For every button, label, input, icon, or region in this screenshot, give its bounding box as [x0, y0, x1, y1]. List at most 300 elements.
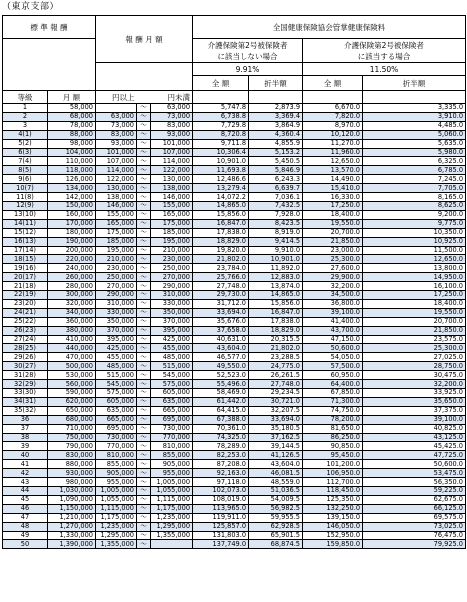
- grade-cell: 29(26): [3, 353, 48, 362]
- grade-cell: 31(28): [3, 371, 48, 380]
- grade-cell: 45: [3, 495, 48, 504]
- table-row: [3, 317, 466, 326]
- table-row: [3, 540, 466, 549]
- full-applicable-cell: 50,600.0: [303, 344, 363, 353]
- full-not-applicable-cell: 64,415.0: [193, 406, 249, 415]
- range-tilde: ～: [137, 228, 151, 237]
- monthly-cell: 1,330,000: [48, 531, 96, 540]
- half-applicable-cell: 18,400.0: [363, 299, 466, 308]
- table-row: [3, 531, 466, 540]
- monthly-cell: 160,000: [48, 210, 96, 219]
- full-applicable-cell: 106,950.0: [303, 469, 363, 478]
- range-high-cell: 63,000: [151, 104, 193, 113]
- full-not-applicable-cell: 40,631.0: [193, 335, 249, 344]
- range-low-cell: 101,000: [96, 148, 137, 157]
- range-high-header: 円未満: [151, 91, 193, 104]
- full-not-applicable-cell: 11,693.8: [193, 166, 249, 175]
- half-not-applicable-cell: 3,369.4: [249, 112, 303, 121]
- grade-cell: 38: [3, 433, 48, 442]
- monthly-cell: 220,000: [48, 255, 96, 264]
- range-high-cell: 290,000: [151, 282, 193, 291]
- range-tilde: ～: [137, 460, 151, 469]
- range-tilde: ～: [137, 237, 151, 246]
- full-applicable-cell: 57,500.0: [303, 362, 363, 371]
- half-applicable-cell: 59,225.0: [363, 486, 466, 495]
- half-applicable-cell: 14,950.0: [363, 273, 466, 282]
- half-not-applicable-cell: 23,288.5: [249, 353, 303, 362]
- range-tilde: ～: [137, 380, 151, 389]
- half-not-applicable-cell: 12,883.0: [249, 273, 303, 282]
- full-not-applicable-cell: 17,838.0: [193, 228, 249, 237]
- range-low-cell: 955,000: [96, 478, 137, 487]
- half-applicable-cell: 73,025.0: [363, 522, 466, 531]
- range-low-cell: 695,000: [96, 424, 137, 433]
- half-applicable-cell: 8,625.0: [363, 201, 466, 210]
- table-row: [3, 201, 466, 210]
- half-applicable-cell: 9,200.0: [363, 210, 466, 219]
- full-not-applicable-cell: 125,857.0: [193, 522, 249, 531]
- full-not-applicable-cell: 12,486.6: [193, 175, 249, 184]
- half-applicable-cell: 33,925.0: [363, 389, 466, 398]
- table-row: [3, 308, 466, 317]
- range-high-cell: 114,000: [151, 157, 193, 166]
- monthly-cell: 1,210,000: [48, 513, 96, 522]
- full-header-2: 全 額: [303, 76, 363, 91]
- table-row: [3, 193, 466, 202]
- monthly-cell: 410,000: [48, 335, 96, 344]
- table-row: [3, 451, 466, 460]
- range-low-cell: 165,000: [96, 219, 137, 228]
- half-not-applicable-cell: 6,639.7: [249, 184, 303, 193]
- half-not-applicable-cell: 21,802.0: [249, 344, 303, 353]
- grade-cell: 10(7): [3, 184, 48, 193]
- grade-group-header: 標 準 報 酬: [3, 16, 96, 39]
- full-not-applicable-cell: 55,496.0: [193, 380, 249, 389]
- range-low-cell: 230,000: [96, 264, 137, 273]
- not-applicable-header: 介護保険第2号被保険者 に該当しない場合: [193, 39, 303, 63]
- full-applicable-cell: 6,670.0: [303, 104, 363, 113]
- half-applicable-cell: 53,475.0: [363, 469, 466, 478]
- table-row: [3, 495, 466, 504]
- half-header-2: 折半額: [363, 76, 466, 91]
- range-low-cell: 635,000: [96, 406, 137, 415]
- grade-cell: 35(32): [3, 406, 48, 415]
- monthly-cell: 190,000: [48, 237, 96, 246]
- grade-cell: 50: [3, 540, 48, 549]
- range-tilde: ～: [137, 210, 151, 219]
- range-tilde: ～: [137, 219, 151, 228]
- range-tilde: ～: [137, 406, 151, 415]
- half-applicable-cell: 76,475.0: [363, 531, 466, 540]
- half-not-applicable-cell: 32,207.5: [249, 406, 303, 415]
- full-not-applicable-cell: 58,469.0: [193, 389, 249, 398]
- half-applicable-cell: 17,250.0: [363, 291, 466, 300]
- range-tilde: ～: [137, 201, 151, 210]
- table-row: [3, 344, 466, 353]
- range-high-cell: 350,000: [151, 308, 193, 317]
- range-tilde: ～: [137, 317, 151, 326]
- range-high-cell: 515,000: [151, 362, 193, 371]
- half-not-applicable-cell: 15,856.0: [249, 299, 303, 308]
- range-tilde: ～: [137, 389, 151, 398]
- grade-cell: 9(6): [3, 175, 48, 184]
- grade-cell: 8(5): [3, 166, 48, 175]
- full-applicable-cell: 86,250.0: [303, 433, 363, 442]
- half-applicable-cell: 35,650.0: [363, 397, 466, 406]
- range-low-cell: 270,000: [96, 282, 137, 291]
- table-header: [3, 16, 466, 104]
- half-applicable-cell: 5,060.0: [363, 130, 466, 139]
- full-applicable-cell: 36,800.0: [303, 299, 363, 308]
- range-tilde: ～: [137, 112, 151, 121]
- full-not-applicable-cell: 14,865.0: [193, 201, 249, 210]
- monthly-cell: 110,000: [48, 157, 96, 166]
- full-applicable-cell: 78,200.0: [303, 415, 363, 424]
- table-row: [3, 442, 466, 451]
- monthly-cell: 560,000: [48, 380, 96, 389]
- range-low-cell: 185,000: [96, 237, 137, 246]
- monthly-cell: 830,000: [48, 451, 96, 460]
- half-not-applicable-cell: 43,604.0: [249, 460, 303, 469]
- full-not-applicable-cell: 113,965.0: [193, 504, 249, 513]
- range-tilde: ～: [137, 166, 151, 175]
- grade-cell: 20(17): [3, 273, 48, 282]
- table-row: [3, 522, 466, 531]
- range-high-cell: 1,115,000: [151, 495, 193, 504]
- grade-cell: 12(9): [3, 201, 48, 210]
- half-applicable-cell: 21,850.0: [363, 326, 466, 335]
- range-high-cell: 230,000: [151, 255, 193, 264]
- range-tilde: ～: [137, 282, 151, 291]
- full-not-applicable-cell: 5,747.8: [193, 104, 249, 113]
- range-tilde: ～: [137, 469, 151, 478]
- range-tilde: ～: [137, 157, 151, 166]
- monthly-cell: 1,390,000: [48, 540, 96, 549]
- table-row: [3, 291, 466, 300]
- grade-cell: 34(31): [3, 397, 48, 406]
- full-not-applicable-cell: 9,711.8: [193, 139, 249, 148]
- monthly-cell: 98,000: [48, 139, 96, 148]
- range-low-cell: 395,000: [96, 335, 137, 344]
- grade-cell: 21(18): [3, 282, 48, 291]
- range-tilde: ～: [137, 264, 151, 273]
- half-not-applicable-cell: 5,450.5: [249, 157, 303, 166]
- grade-cell: 15(12): [3, 228, 48, 237]
- full-applicable-cell: 19,550.0: [303, 219, 363, 228]
- table-row: [3, 326, 466, 335]
- full-applicable-cell: 41,400.0: [303, 317, 363, 326]
- full-applicable-cell: 112,700.0: [303, 478, 363, 487]
- monthly-cell: 68,000: [48, 112, 96, 121]
- full-applicable-cell: 7,820.0: [303, 112, 363, 121]
- full-applicable-cell: 34,500.0: [303, 291, 363, 300]
- range-low-cell: 195,000: [96, 246, 137, 255]
- range-high-cell: 955,000: [151, 469, 193, 478]
- range-low-cell: 485,000: [96, 362, 137, 371]
- range-high-cell: 770,000: [151, 433, 193, 442]
- table-row: [3, 371, 466, 380]
- range-low-cell: 73,000: [96, 121, 137, 130]
- half-not-applicable-cell: 4,360.4: [249, 130, 303, 139]
- table-row: [3, 264, 466, 273]
- range-tilde: ～: [137, 540, 151, 549]
- monthly-cell: 142,000: [48, 193, 96, 202]
- grade-cell: 32(29): [3, 380, 48, 389]
- range-high-cell: 93,000: [151, 130, 193, 139]
- range-high-cell: 635,000: [151, 397, 193, 406]
- half-applicable-cell: 62,675.0: [363, 495, 466, 504]
- half-not-applicable-cell: 30,721.0: [249, 397, 303, 406]
- range-tilde: ～: [137, 273, 151, 282]
- range-low-cell: 250,000: [96, 273, 137, 282]
- table-row: [3, 255, 466, 264]
- full-not-applicable-cell: 67,388.0: [193, 415, 249, 424]
- monthly-cell: 880,000: [48, 460, 96, 469]
- grade-cell: 41: [3, 460, 48, 469]
- half-not-applicable-cell: 7,036.1: [249, 193, 303, 202]
- full-applicable-cell: 16,330.0: [303, 193, 363, 202]
- table-row: [3, 335, 466, 344]
- full-not-applicable-cell: 82,253.0: [193, 451, 249, 460]
- insurance-title-header: 全国健康保険協会管掌健康保険料: [193, 16, 466, 39]
- monthly-cell: 710,000: [48, 424, 96, 433]
- range-high-cell: 545,000: [151, 371, 193, 380]
- monthly-cell: 620,000: [48, 397, 96, 406]
- range-tilde: ～: [137, 486, 151, 495]
- table-row: [3, 273, 466, 282]
- half-applicable-cell: 7,245.0: [363, 175, 466, 184]
- range-tilde: ～: [137, 495, 151, 504]
- monthly-cell: 88,000: [48, 130, 96, 139]
- full-applicable-cell: 118,450.0: [303, 486, 363, 495]
- full-not-applicable-cell: 61,442.0: [193, 397, 249, 406]
- table-row: [3, 478, 466, 487]
- half-not-applicable-cell: 2,873.9: [249, 104, 303, 113]
- grade-cell: 28(25): [3, 344, 48, 353]
- range-tilde: ～: [137, 353, 151, 362]
- table-row: [3, 433, 466, 442]
- full-applicable-cell: 95,450.0: [303, 451, 363, 460]
- table-row: [3, 228, 466, 237]
- range-low-cell: 310,000: [96, 299, 137, 308]
- range-tilde: ～: [137, 478, 151, 487]
- monthly-cell: 750,000: [48, 433, 96, 442]
- range-low-cell: 730,000: [96, 433, 137, 442]
- range-tilde: ～: [137, 397, 151, 406]
- monthly-cell: 118,000: [48, 166, 96, 175]
- full-applicable-cell: 10,120.0: [303, 130, 363, 139]
- full-applicable-cell: 43,700.0: [303, 326, 363, 335]
- full-applicable-cell: 25,300.0: [303, 255, 363, 264]
- half-applicable-cell: 28,750.0: [363, 362, 466, 371]
- monthly-cell: 500,000: [48, 362, 96, 371]
- range-tilde: ～: [137, 148, 151, 157]
- grade-cell: 26(23): [3, 326, 48, 335]
- premium-table: [2, 15, 466, 549]
- full-applicable-cell: 152,950.0: [303, 531, 363, 540]
- range-low-cell: 455,000: [96, 353, 137, 362]
- monthly-pay-header: 報 酬 月 額: [96, 16, 193, 63]
- range-low-cell: 605,000: [96, 397, 137, 406]
- grade-cell: 37: [3, 424, 48, 433]
- full-applicable-cell: 14,490.0: [303, 175, 363, 184]
- full-not-applicable-cell: 16,847.0: [193, 219, 249, 228]
- monthly-cell: 440,000: [48, 344, 96, 353]
- grade-cell: 27(24): [3, 335, 48, 344]
- full-not-applicable-cell: 49,550.0: [193, 362, 249, 371]
- grade-cell: 42: [3, 469, 48, 478]
- half-not-applicable-cell: 4,855.9: [249, 139, 303, 148]
- grade-cell: 23(20): [3, 299, 48, 308]
- range-tilde: ～: [137, 175, 151, 184]
- grade-cell: 24(21): [3, 308, 48, 317]
- range-high-cell: 1,175,000: [151, 504, 193, 513]
- grade-cell: 1: [3, 104, 48, 113]
- full-not-applicable-cell: 74,325.0: [193, 433, 249, 442]
- range-high-cell: 195,000: [151, 237, 193, 246]
- table-row: [3, 486, 466, 495]
- full-not-applicable-cell: 33,694.0: [193, 308, 249, 317]
- half-applicable-cell: 30,475.0: [363, 371, 466, 380]
- range-high-cell: 575,000: [151, 380, 193, 389]
- range-low-cell: 63,000: [96, 112, 137, 121]
- range-high-cell: 1,005,000: [151, 478, 193, 487]
- full-applicable-cell: 71,300.0: [303, 397, 363, 406]
- monthly-amount-header: 月 額: [48, 91, 96, 104]
- range-tilde: ～: [137, 433, 151, 442]
- range-tilde: ～: [137, 371, 151, 380]
- grade-cell: 44: [3, 486, 48, 495]
- range-high-cell: 370,000: [151, 317, 193, 326]
- full-not-applicable-cell: 29,730.0: [193, 291, 249, 300]
- monthly-cell: 78,000: [48, 121, 96, 130]
- range-tilde: ～: [137, 139, 151, 148]
- range-tilde: ～: [137, 130, 151, 139]
- full-applicable-cell: 146,050.0: [303, 522, 363, 531]
- monthly-cell: 530,000: [48, 371, 96, 380]
- full-applicable-cell: 15,410.0: [303, 184, 363, 193]
- full-applicable-cell: 81,650.0: [303, 424, 363, 433]
- half-not-applicable-cell: 20,315.5: [249, 335, 303, 344]
- range-low-cell: 290,000: [96, 291, 137, 300]
- monthly-cell: 1,030,000: [48, 486, 96, 495]
- range-low-cell: 122,000: [96, 175, 137, 184]
- range-low-cell: [96, 104, 137, 113]
- monthly-cell: 380,000: [48, 326, 96, 335]
- range-low-cell: 905,000: [96, 469, 137, 478]
- full-applicable-cell: 101,200.0: [303, 460, 363, 469]
- grade-cell: 22(19): [3, 291, 48, 300]
- grade-cell: 3: [3, 121, 48, 130]
- half-not-applicable-cell: 11,892.0: [249, 264, 303, 273]
- half-not-applicable-cell: 37,162.5: [249, 433, 303, 442]
- half-applicable-cell: 66,125.0: [363, 504, 466, 513]
- range-low-cell: 770,000: [96, 442, 137, 451]
- full-applicable-cell: 132,250.0: [303, 504, 363, 513]
- range-low-cell: 1,295,000: [96, 531, 137, 540]
- range-high-cell: [151, 540, 193, 549]
- full-not-applicable-cell: 131,803.0: [193, 531, 249, 540]
- range-tilde: ～: [137, 184, 151, 193]
- full-not-applicable-cell: 27,748.0: [193, 282, 249, 291]
- full-applicable-cell: 60,950.0: [303, 371, 363, 380]
- half-not-applicable-cell: 13,874.0: [249, 282, 303, 291]
- half-applicable-cell: 40,825.0: [363, 424, 466, 433]
- range-low-cell: 425,000: [96, 344, 137, 353]
- full-not-applicable-cell: 7,729.8: [193, 121, 249, 130]
- full-not-applicable-cell: 23,784.0: [193, 264, 249, 273]
- half-not-applicable-cell: 7,432.5: [249, 201, 303, 210]
- half-not-applicable-cell: 35,180.5: [249, 424, 303, 433]
- monthly-cell: 300,000: [48, 291, 96, 300]
- grade-cell: 11(8): [3, 193, 48, 202]
- range-high-cell: 270,000: [151, 273, 193, 282]
- range-tilde: ～: [137, 308, 151, 317]
- monthly-cell: 126,000: [48, 175, 96, 184]
- full-applicable-cell: 29,900.0: [303, 273, 363, 282]
- grade-cell: 7(4): [3, 157, 48, 166]
- half-not-applicable-cell: 33,694.0: [249, 415, 303, 424]
- range-low-cell: 1,175,000: [96, 513, 137, 522]
- full-not-applicable-cell: 97,118.0: [193, 478, 249, 487]
- range-low-cell: 83,000: [96, 130, 137, 139]
- half-not-applicable-cell: 9,414.5: [249, 237, 303, 246]
- range-high-cell: 122,000: [151, 166, 193, 175]
- range-tilde: ～: [137, 335, 151, 344]
- range-low-cell: 1,115,000: [96, 504, 137, 513]
- range-tilde: ～: [137, 504, 151, 513]
- full-not-applicable-cell: 31,712.0: [193, 299, 249, 308]
- half-applicable-cell: 39,100.0: [363, 415, 466, 424]
- full-not-applicable-cell: 6,738.8: [193, 112, 249, 121]
- full-applicable-cell: 125,350.0: [303, 495, 363, 504]
- full-applicable-cell: 90,850.0: [303, 442, 363, 451]
- half-applicable-cell: 32,200.0: [363, 380, 466, 389]
- range-low-cell: 130,000: [96, 184, 137, 193]
- range-tilde: ～: [137, 255, 151, 264]
- monthly-cell: 280,000: [48, 282, 96, 291]
- range-low-cell: 515,000: [96, 371, 137, 380]
- monthly-cell: 240,000: [48, 264, 96, 273]
- table-body: [3, 104, 466, 549]
- monthly-cell: 180,000: [48, 228, 96, 237]
- half-not-applicable-cell: 5,846.9: [249, 166, 303, 175]
- range-high-cell: 210,000: [151, 246, 193, 255]
- range-tilde: ～: [137, 121, 151, 130]
- table-row: [3, 210, 466, 219]
- half-not-applicable-cell: 14,865.0: [249, 291, 303, 300]
- grade-cell: 33(30): [3, 389, 48, 398]
- monthly-cell: 260,000: [48, 273, 96, 282]
- full-not-applicable-cell: 8,720.8: [193, 130, 249, 139]
- range-high-cell: 485,000: [151, 353, 193, 362]
- range-high-cell: 138,000: [151, 184, 193, 193]
- range-high-cell: 810,000: [151, 442, 193, 451]
- half-not-applicable-cell: 18,829.0: [249, 326, 303, 335]
- range-low-cell: 155,000: [96, 210, 137, 219]
- range-tilde: ～: [137, 531, 151, 540]
- table-row: [3, 380, 466, 389]
- range-tilde: ～: [137, 451, 151, 460]
- half-applicable-cell: 45,425.0: [363, 442, 466, 451]
- range-low-cell: 175,000: [96, 228, 137, 237]
- half-applicable-cell: 7,705.0: [363, 184, 466, 193]
- half-applicable-cell: 27,025.0: [363, 353, 466, 362]
- range-tilde: ～: [137, 104, 151, 113]
- range-high-cell: 395,000: [151, 326, 193, 335]
- monthly-cell: 650,000: [48, 406, 96, 415]
- full-not-applicable-cell: 52,523.0: [193, 371, 249, 380]
